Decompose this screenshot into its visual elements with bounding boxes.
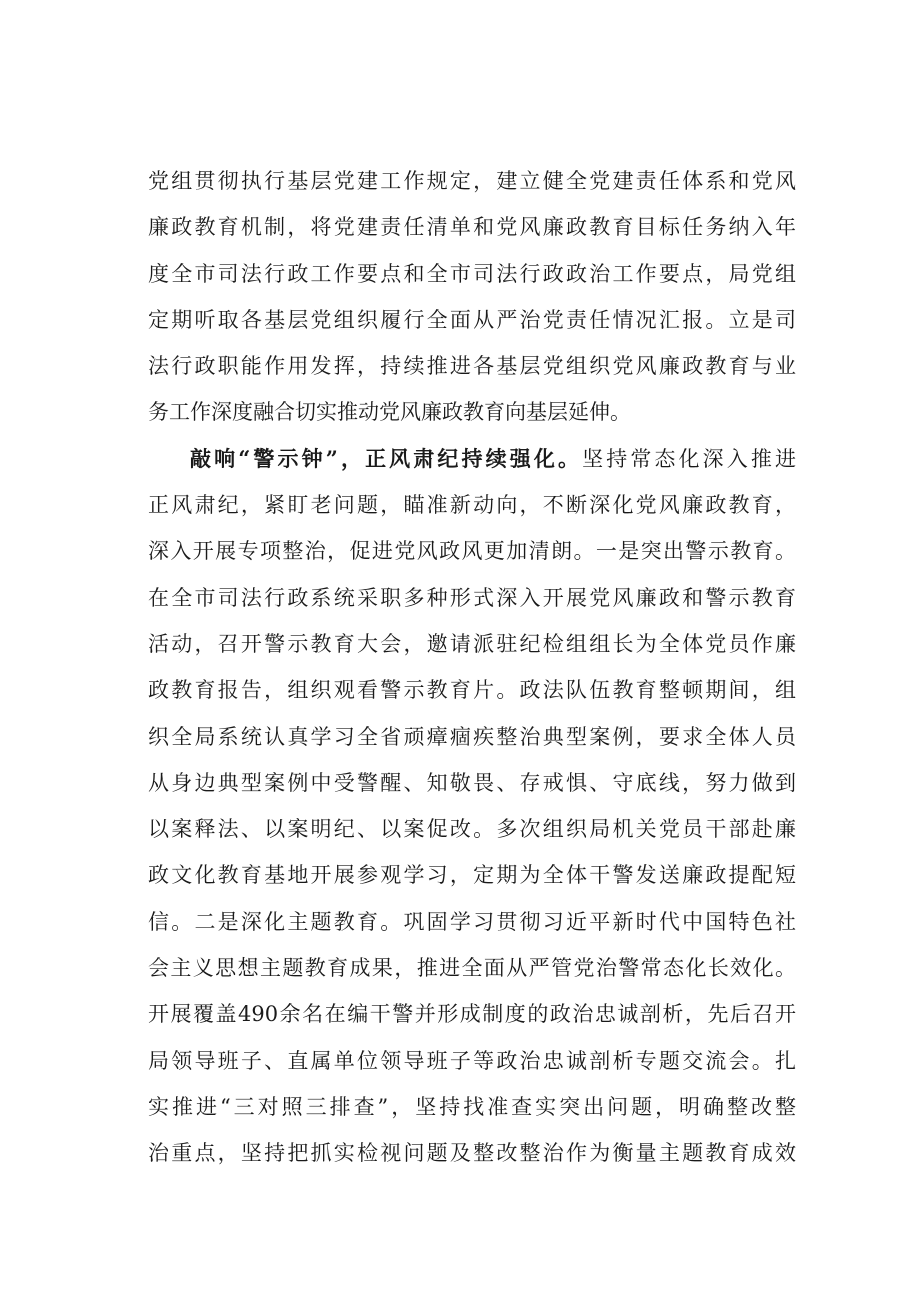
paragraph-first-line <box>148 436 796 482</box>
text-line: 治重点，坚持把抓实检视问题及整改整治作为衡量主题教育成效 <box>148 1141 796 1166</box>
text-line: 织全局系统认真学习全省顽瘴痼疾整治典型案例，要求全体人员 <box>148 724 796 749</box>
text-line: 廉政教育机制，将党建责任清单和党风廉政教育目标任务纳入年 <box>148 215 796 240</box>
text-line: 实推进“三对照三排查”，坚持找准查实突出问题，明确整改整 <box>148 1094 796 1119</box>
paragraph-first-line-text: 坚持常态化深入推进 <box>582 446 796 471</box>
text-line: 党组贯彻执行基层党建工作规定，建立健全党建责任体系和党风 <box>148 169 796 193</box>
text-line: 活动，召开警示教育大会，邀请派驻纪检组组长为全体党员作廉 <box>148 631 796 656</box>
text-line: 务工作深度融合切实推动党风廉政教育向基层延伸。 <box>148 400 631 425</box>
text-line: 深入开展专项整治，促进党风政风更加清朗。一是突出警示教育。 <box>148 539 796 564</box>
text-line: 定期听取各基层党组织履行全面从严治党责任情况汇报。立是司 <box>148 307 796 332</box>
text-line: 以案释法、以案明纪、以案促改。多次组织局机关党员干部赴廉 <box>148 817 796 842</box>
text-line: 在全市司法行政系统采职多种形式深入开展党风廉政和警示教育 <box>148 585 796 610</box>
text-line: 政文化教育基地开展参观学习，定期为全体干警发送廉政提配短 <box>148 863 796 888</box>
text-line: 信。二是深化主题教育。巩固学习贯彻习近平新时代中国特色社 <box>148 909 796 934</box>
text-line: 从身边典型案例中受警醒、知敬畏、存戒惧、守底线，努力做到 <box>148 770 796 795</box>
text-line: 法行政职能作用发挥，持续推进各基层党组织党风廉政教育与业 <box>148 354 796 379</box>
text-line: 度全市司法行政工作要点和全市司法行政政治工作要点，局党组 <box>148 261 796 286</box>
text-line: 会主义思想主题教育成果，推进全面从严管党治警常态化长效化。 <box>148 956 796 981</box>
paragraph-heading: 敲响“警示钟”，正风肃纪持续强化。 <box>190 445 583 471</box>
document-body <box>148 158 796 1177</box>
text-line: 开展覆盖490余名在编干警并形成制度的政治忠诚剖析，先后召开 <box>148 1002 796 1027</box>
text-line: 政教育报告，组织观看警示教育片。政法队伍教育整顿期间，组 <box>148 678 796 703</box>
text-line: 正风肃纪，紧盯老问题，瞄准新动向，不断深化党风廉政教育， <box>148 493 796 518</box>
text-line: 局领导班子、直属单位领导班子等政治忠诚剖析专题交流会。扎 <box>148 1048 796 1073</box>
